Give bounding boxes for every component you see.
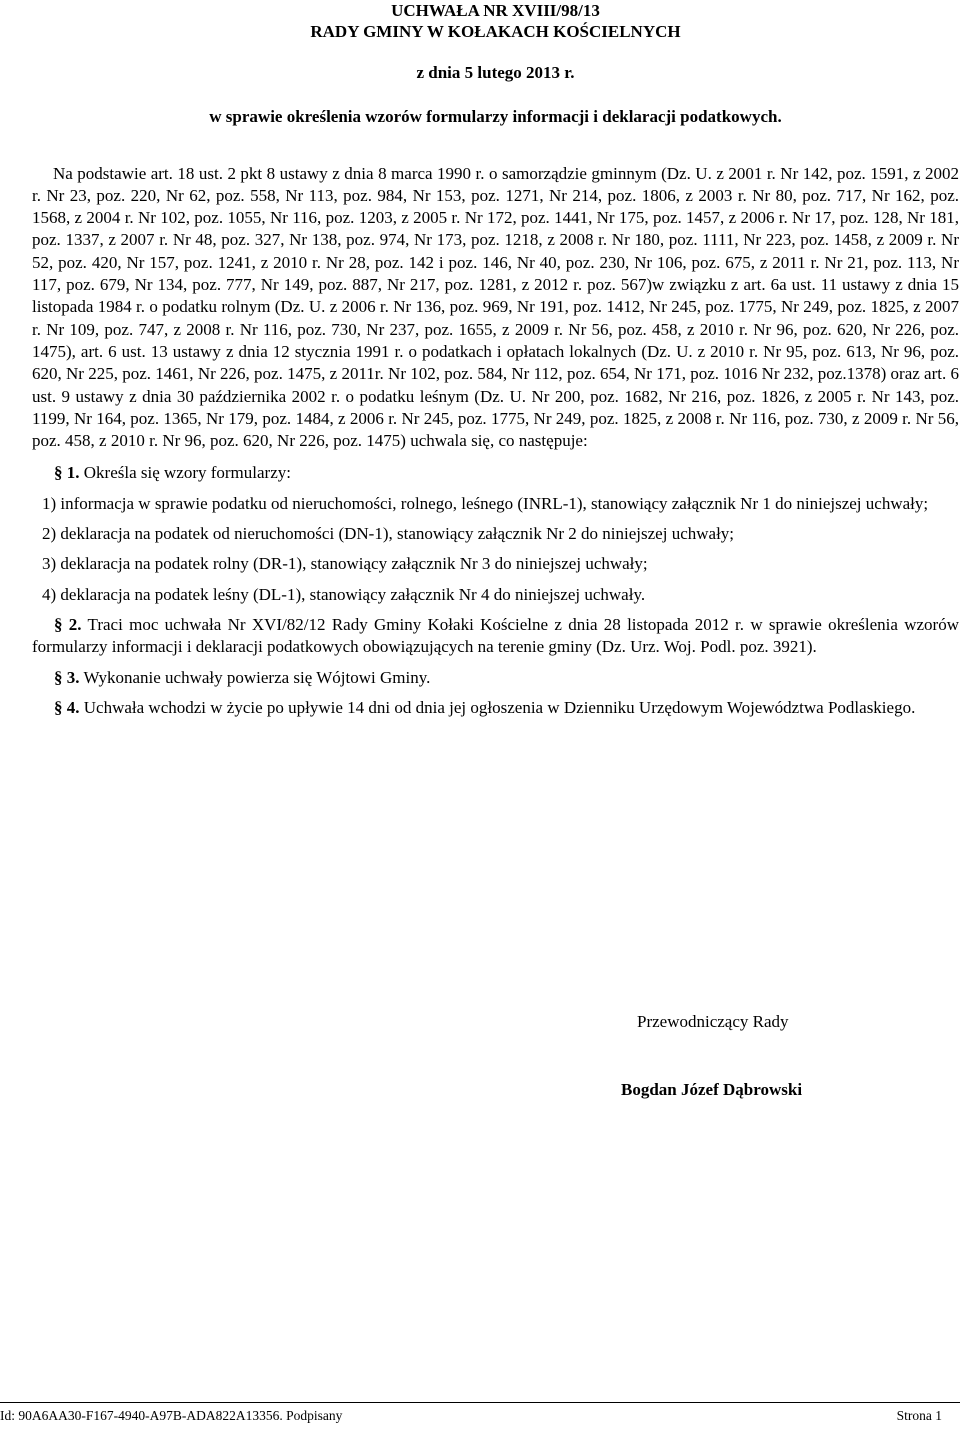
document-id: Id: 90A6AA30-F167-4940-A97B-ADA822A13356. Podpisany [0,1408,343,1423]
paragraph-2-text: Traci moc uchwała Nr XVI/82/12 Rady Gminy Kołaki Kościelne z dnia 28 listopada 2012 r. w sprawie określenia wzorów formularzy informacji i deklaracji podatkowych obowiązujących na terenie gminy (Dz. Urz. Woj. Podl. poz. 3921). [32,614,959,657]
page-number: Strona 1 [896,1408,942,1423]
paragraph-1 [32,462,959,484]
paragraph-3-mark: § 3. [54,667,80,687]
document-date: z dnia 5 lutego 2013 r. [416,63,575,82]
title-line-2: RADY GMINY W KOŁAKACH KOŚCIELNYCH [310,22,681,41]
paragraph-4-mark: § 4. [54,697,80,717]
paragraph-1-text: Określa się wzory formularzy: [79,463,291,483]
preamble-paragraph: Na podstawie art. 18 ust. 2 pkt 8 ustawy z dnia 8 marca 1990 r. o samorządzie gminnym (Dz. U. z 2001 r. Nr 142, poz. 1591, z 2002 r. Nr 23, poz. 220, Nr 62, poz. 558, Nr 113, poz. 984, Nr 153, poz. 1271, Nr 214, poz. 1806, z 2003 r. Nr 80, poz. 717, Nr 162, poz. 1568, z 2004 r. Nr 102, poz. 1055, Nr 116, poz. 1203, z 2005 r. Nr 172, poz. 1441, Nr 175, poz. 1457, z 2006 r. Nr 17, poz. 128, Nr 181, poz. 1337, z 2007 r. Nr 48, poz. 327, Nr 138, poz. 974, Nr 173, poz. 1218, z 2008 r. Nr 180, poz. 1111, Nr 223, poz. 1458, z 2009 r. Nr 52, poz. 420, Nr 157, poz. 1241, z 2010 r. Nr 28, poz. 142 i poz. 146, Nr 40, poz. 230, Nr 106, poz. 675, z 2011 r. Nr 21, poz. 113, Nr 117, poz. 679, Nr 134, poz. 777, Nr 149, poz. 887, Nr 217, poz. 1281, z 2012 r. poz. 567)w związku z art. 6a ust. 11 ustawy z dnia 15 listopada 1984 r. o podatku rolnym (Dz. U. z 2006 r. Nr 136, poz. 969, Nr 191, poz. 1412, Nr 245, poz. 1775, Nr 249, poz. 1825, z 2007 r. Nr 109, poz. 747, z 2008 r. Nr 116, poz. 730, Nr 237, poz. 1655, z 2009 r. Nr 56, poz. 458, z 2010 r. Nr 96, poz. 620, Nr 226, poz. 1475), art. 6 ust. 13 ustawy z dnia 12 stycznia 1991 r. o podatkach i opłatach lokalnych (Dz. U. z 2010 r. Nr 95, poz. 613, Nr 96, poz. 620, Nr 225, poz. 1461, Nr 226, poz. 1475, z 2011r. Nr 102, poz. 584, Nr 112, poz. 654, Nr 171, poz. 1016 Nr 232, poz.1378) oraz art. 6 ust. 9 ustawy z dnia 30 października 2002 r. o podatku leśnym (Dz. U. Nr 200, poz. 1682, Nr 216, poz. 1826, z 2005 r. Nr 143, poz. 1199, Nr 164, poz. 1365, Nr 179, poz. 1484, z 2006 r. Nr 245, poz. 1775, Nr 249, poz. 1825, z 2008 r. Nr 116, poz. 730, z 2009 r. Nr 56, poz. 458, z 2010 r. Nr 96, poz. 620, Nr 226, poz. 1475) uchwala się, co następuje: [32,163,959,451]
page-footer [0,1402,960,1429]
list-item: 1) informacja w sprawie podatku od nieruchomości, rolnego, leśnego (INRL-1), stanowiący załącznik Nr 1 do niniejszej uchwały; [42,493,929,513]
paragraph-2-mark: § 2. [54,614,82,634]
title-line-1: UCHWAŁA NR XVIII/98/13 [391,1,600,20]
document-page [32,0,959,719]
paragraph-1-mark: § 1. [54,463,80,483]
document-title [32,0,959,42]
paragraph-4-text: Uchwała wchodzi w życie po upływie 14 dni od dnia jej ogłoszenia w Dzienniku Urzędowym Województwa Podlaskiego. [79,697,916,717]
document-subject: w sprawie określenia wzorów formularzy informacji i deklaracji podatkowych. [209,107,782,127]
list-item: 4) deklaracja na podatek leśny (DL-1), stanowiący załącznik Nr 4 do niniejszej uchwały. [42,584,646,604]
paragraph-4 [32,697,959,719]
signature-role: Przewodniczący Rady [637,1012,789,1031]
paragraph-3 [32,667,959,689]
list-item: 3) deklaracja na podatek rolny (DR-1), stanowiący załącznik Nr 3 do niniejszej uchwały; [42,554,648,574]
signature-name: Bogdan Józef Dąbrowski [621,1080,803,1099]
list-item: 2) deklaracja na podatek od nieruchomości (DN-1), stanowiący załącznik Nr 2 do niniejszej uchwały; [42,524,735,544]
paragraph-2 [32,614,959,659]
paragraph-3-text: Wykonanie uchwały powierza się Wójtowi Gminy. [79,667,431,687]
